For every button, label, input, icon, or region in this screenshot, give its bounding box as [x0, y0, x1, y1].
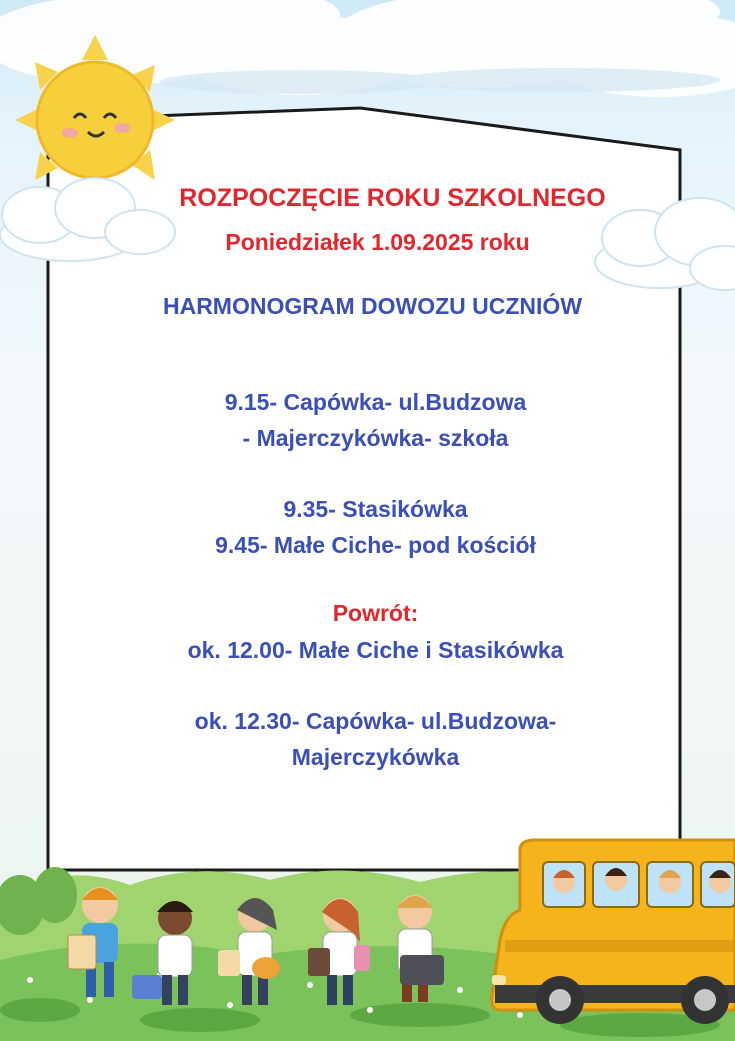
return-2-line-1: ok. 12.30- Capówka- ul.Budzowa-: [194, 708, 557, 734]
school-bus-icon: [492, 840, 735, 1024]
return-label: Powrót:: [332, 600, 419, 626]
event-date: Poniedziałek 1.09.2025 roku: [225, 229, 530, 255]
return-2: [8, 703, 735, 775]
schedule-heading: HARMONOGRAM DOWOZU UCZNIÓW: [162, 293, 583, 319]
route-1-line-1: 9.15- Capówka- ul.Budzowa: [224, 389, 527, 415]
return-2-line-2: Majerczykówka: [291, 744, 460, 770]
route-1: [8, 384, 735, 456]
route-2: [8, 491, 735, 563]
route-1-line-2: - Majerczykówka- szkoła: [242, 425, 509, 451]
event-title: ROZPOCZĘCIE ROKU SZKOLNEGO: [179, 184, 606, 212]
return-1: ok. 12.00- Małe Ciche i Stasikówka: [187, 637, 564, 663]
route-2-line-1: 9.35- Stasikówka: [283, 496, 468, 522]
route-2-line-2: 9.45- Małe Ciche- pod kościół: [215, 532, 536, 558]
